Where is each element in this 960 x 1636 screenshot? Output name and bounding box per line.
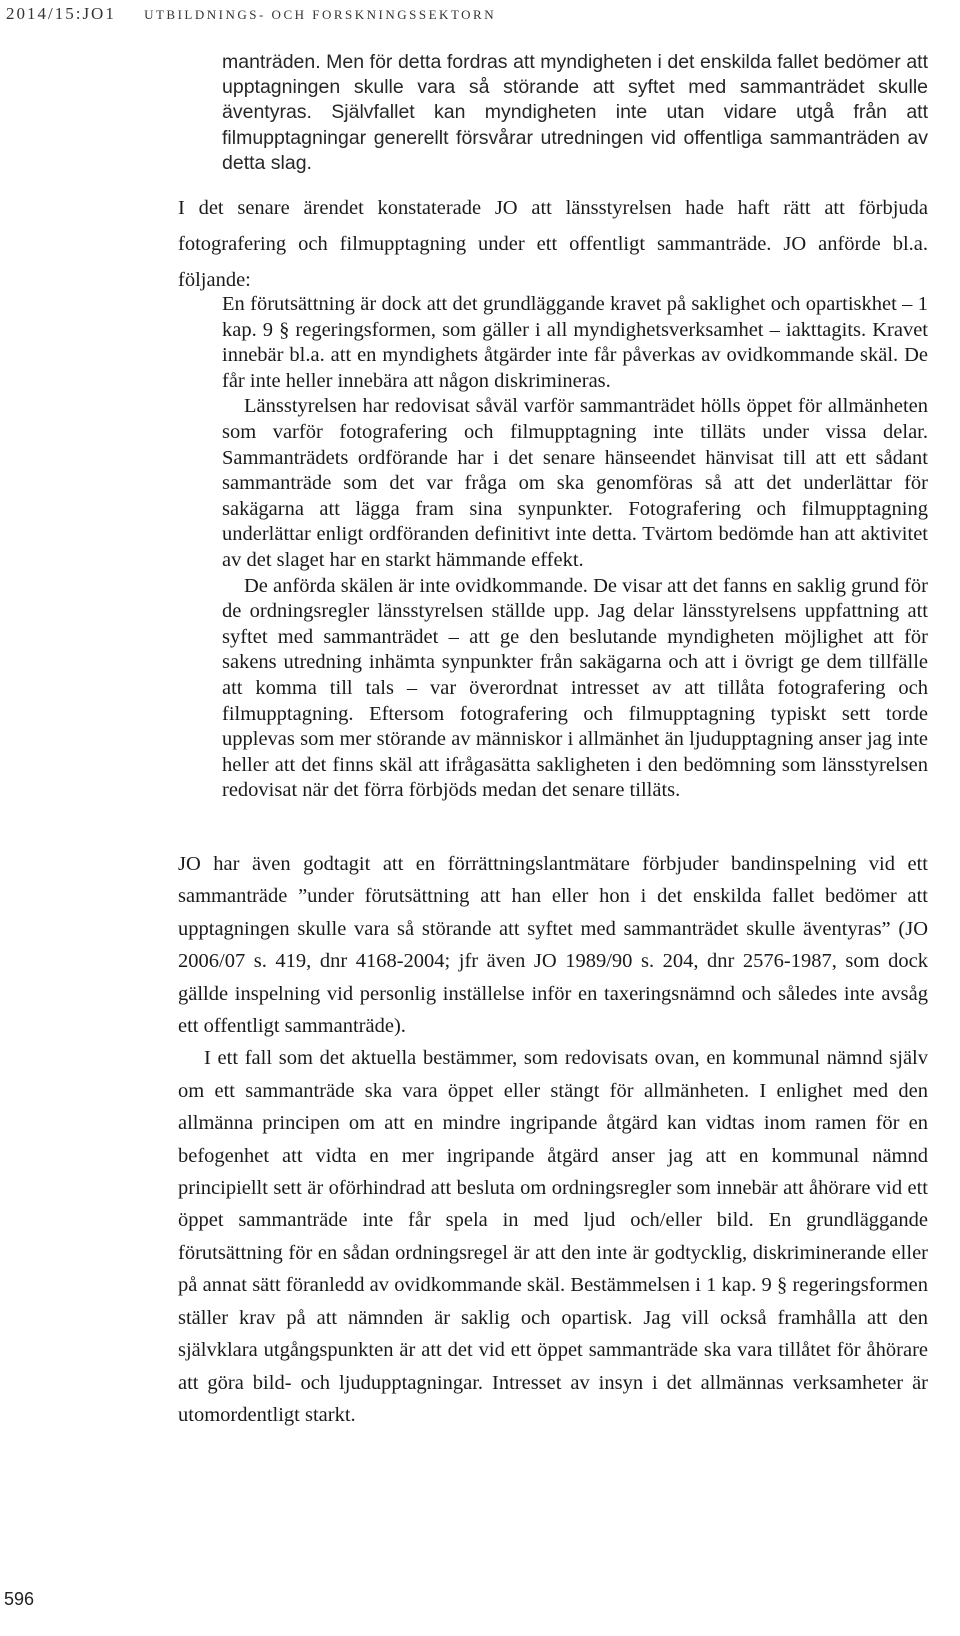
body-paragraph: I det senare ärendet konstaterade JO att länsstyrelsen hade haft rätt att förbjuda fotografering och filmupptagning under ett offentligt sammanträde. JO anförde bl.a. följande:: [178, 197, 928, 291]
body-paragraph-1: [178, 190, 928, 298]
section-title: UTBILDNINGS- OCH FORSKNINGSSEKTORN: [144, 7, 497, 22]
quote-paragraph-2: Länsstyrelsen har redovisat såväl varför sammanträdet hölls öppet för allmänheten som varför fotografering och filmupptagning inte tilläts under vissa delar. Sammanträdets ordförande har i det senare hänseendet hänvisat till att ett sådant sammanträde som det var fråga om ska genomföras så att det underlättar för sakägarna att lägga fram sina synpunkter. Fotografering och filmupptagning underlättar enligt ordföranden definitivt inte detta. Tvärtom bedömde han att aktivitet av det slaget har en starkt hämmande effekt.: [222, 395, 928, 571]
body-paragraph-2: JO har även godtagit att en förrättningslantmätare förbjuder bandinspelning vid ett sammanträde ”under förutsättning att han eller hon i det enskilda fallet bedömer att upptagningen skulle vara så störande att syftet med sammanträdet skulle äventyras” (JO 2006/07 s. 419, dnr 4168-2004; jfr även JO 1989/90 s. 204, dnr 2576-1987, som dock gällde inspelning vid personlig inställelse inför en taxeringsnämnd och således inte avsåg ett offentligt sammanträde).: [178, 853, 928, 1038]
quote-paragraph-1: En förutsättning är dock att det grundläggande kravet på saklighet och opartiskhet – 1 kap. 9 § regeringsformen, som gäller i all myndighetsverksamhet – iakttagits. Kravet innebär bl.a. att en myndighets åtgärder inte får påverkas av ovidkommande skäl. De får inte heller innebära att någon diskrimineras.: [222, 293, 928, 392]
running-header: [6, 4, 950, 34]
body-paragraph-3: I ett fall som det aktuella bestämmer, som redovisats ovan, en kommunal nämnd själv om ett sammanträde ska vara öppet eller stängt för allmänheten. I enlighet med den allmänna principen om att en mindre ingripande åtgärd kan vidtas inom ramen för en befogenhet att vidta en mer ingripande åtgärd anser jag att en kommunal nämnd principiellt sett är oförhindrad att besluta om ordningsregler som innebär att åhörare vid ett öppet sammanträde inte får spela in med ljud och/eller bild. En grundläggande förutsättning för en sådan ordningsregel är att den inte är godtycklig, diskriminerande eller på annat sätt föranledd av ovidkommande skäl. Bestämmelsen i 1 kap. 9 § regeringsformen ställer krav på att nämnden är saklig och opartisk. Jag vill också framhålla att den självklara utgångspunkten är att det vid ett öppet sammanträde ska vara tillåtet för åhörare att göra bild- och ljudupptagningar. Intresset av insyn i det allmännas verksamheter är utomordentligt starkt.: [178, 1047, 928, 1426]
quote-paragraph: manträden. Men för detta fordras att myndigheten i det enskilda fallet bedömer att upptagningen skulle vara så störande att syftet med sammanträdet skulle äventyras. Självfallet kan myndigheten inte utan vidare utgå från att filmupptagningar generellt försvårar utredningen vid offentliga sammanträden av detta slag.: [222, 51, 928, 174]
document-reference: 2014/15:JO1: [6, 4, 116, 23]
quoted-excerpt-1: [222, 50, 928, 176]
quote-paragraph-3: De anförda skälen är inte ovidkommande. De visar att det fanns en saklig grund för de ordningsregler länsstyrelsen ställde upp. Jag delar länsstyrelsens uppfattning att syftet med sammanträdet – att ge den beslutande myndigheten möjlighet att för sakens utredning inhämta synpunkter från sakägarna och att i övrigt ge dem tillfälle att komma till tals – var överordnat intresset av att tillåta fotografering och filmupptagning. Eftersom fotografering och filmupptagning typiskt sett torde upplevas som mer störande av människor i allmänhet än ljudupptagning anser jag inte heller att det finns skäl att ifrågasätta sakligheten i den bedömning som länsstyrelsen redovisat när det förra förbjöds medan det senare tilläts.: [222, 574, 928, 802]
body-section-2: [178, 848, 928, 1431]
page-number: 596: [4, 1589, 35, 1609]
quoted-excerpt-2: [222, 292, 928, 804]
